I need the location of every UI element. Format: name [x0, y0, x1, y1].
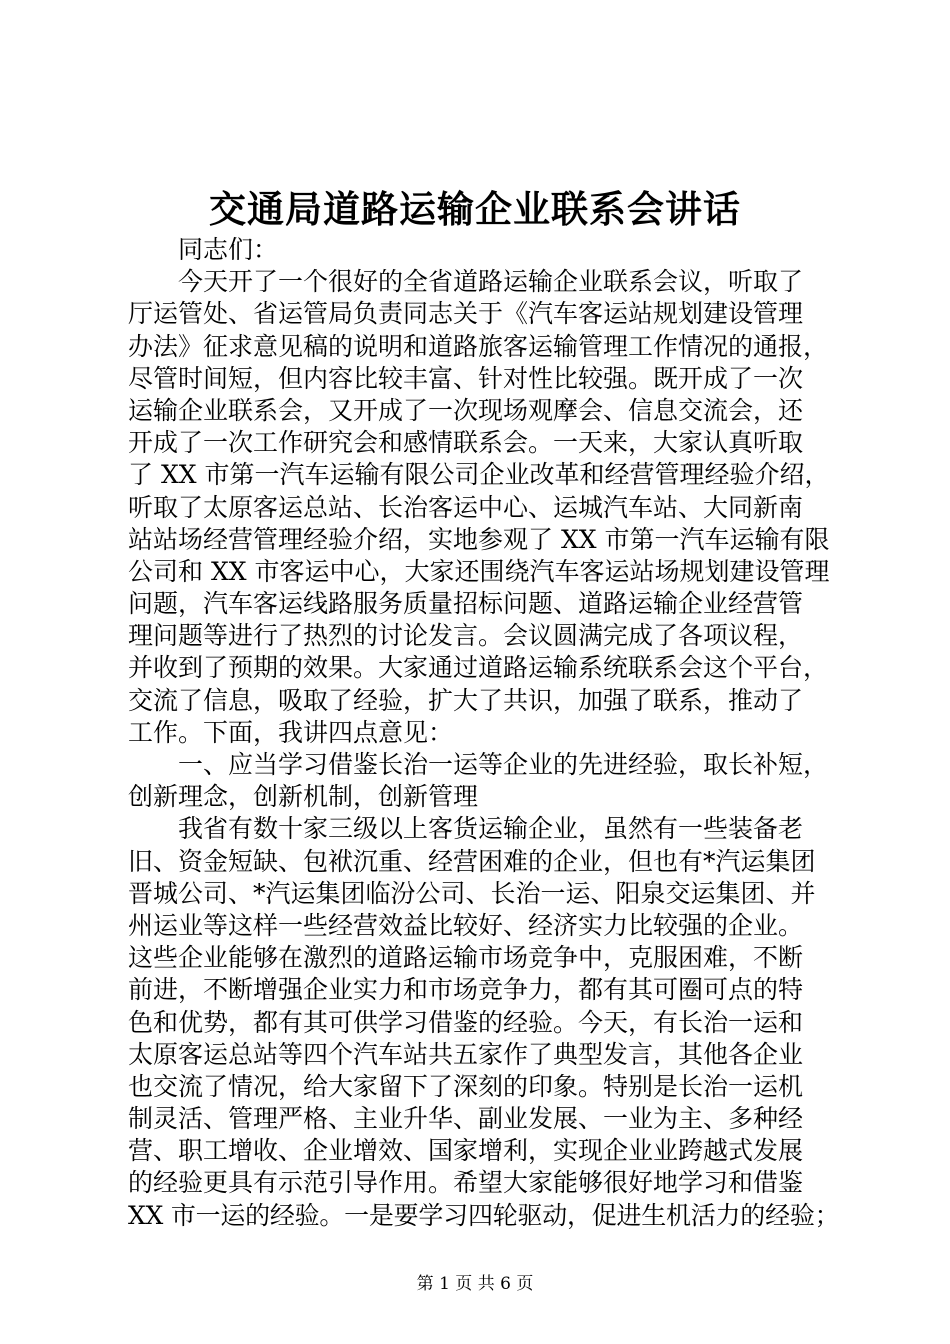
- text-line: 办法》征求意见稿的说明和道路旅客运输管理工作情况的通报，: [128, 331, 829, 361]
- text-line: 交流了信息，吸取了经验，扩大了共识，加强了联系，推动了: [128, 685, 804, 715]
- text-line: 并收到了预期的效果。大家通过道路运输系统联系会这个平台，: [128, 653, 829, 683]
- text-line: 了 XX 市第一汽车运输有限公司企业改革和经营管理经验介绍，: [128, 460, 830, 490]
- text-line: 的经验更具有示范引导作用。希望大家能够很好地学习和借鉴: [128, 1168, 804, 1198]
- text-line: 运输企业联系会，又开成了一次现场观摩会、信息交流会，还: [128, 395, 804, 425]
- text-line: 营、职工增收、企业增效、国家增利，实现企业业跨越式发展: [128, 1136, 804, 1166]
- text-line: 同志们：: [178, 235, 279, 264]
- text-line: 也交流了情况，给大家留下了深刻的印象。特别是长治一运机: [128, 1071, 804, 1101]
- text-line: 创新理念，创新机制，创新管理: [128, 782, 479, 812]
- text-line: 旧、资金短缺、包袱沉重、经营困难的企业，但也有*汽运集团: [128, 846, 816, 876]
- text-line: 前进，不断增强企业实力和市场竞争力，都有其可圈可点的特: [128, 975, 804, 1005]
- text-line: 站站场经营管理经验介绍，实地参观了 XX 市第一汽车运输有限: [128, 524, 830, 554]
- text-line: 今天开了一个很好的全省道路运输企业联系会议，听取了: [178, 267, 804, 297]
- page-number-footer: 第 1 页 共 6 页: [416, 1274, 534, 1294]
- text-line: 一、应当学习借鉴长治一运等企业的先进经验，取长补短，: [178, 750, 829, 779]
- text-line: 太原客运总站等四个汽车站共五家作了典型发言，其他各企业: [128, 1039, 804, 1069]
- document-title: 交通局道路运输企业联系会讲话: [209, 187, 741, 231]
- text-line: 尽管时间短，但内容比较丰富、针对性比较强。既开成了一次: [128, 363, 804, 393]
- text-line: 晋城公司、*汽运集团临汾公司、长治一运、阳泉交运集团、并: [128, 878, 816, 908]
- text-line: 色和优势，都有其可供学习借鉴的经验。今天，有长治一运和: [128, 1007, 804, 1037]
- text-line: 理问题等进行了热烈的讨论发言。会议圆满完成了各项议程，: [128, 621, 804, 651]
- text-line: 听取了太原客运总站、长治客运中心、运城汽车站、大同新南: [128, 492, 804, 522]
- text-line: 厅运管处、省运管局负责同志关于《汽车客运站规划建设管理: [128, 299, 804, 329]
- text-line: 开成了一次工作研究会和感情联系会。一天来，大家认真听取: [128, 428, 804, 458]
- text-line: 制灵活、管理严格、主业升华、副业发展、一业为主、多种经: [128, 1104, 804, 1134]
- text-line: 这些企业能够在激烈的道路运输市场竞争中，克服困难，不断: [128, 943, 804, 973]
- text-line: 我省有数十家三级以上客货运输企业，虽然有一些装备老: [178, 814, 804, 844]
- document-body: [128, 234, 840, 1232]
- text-line: XX 市一运的经验。一是要学习四轮驱动，促进生机活力的经验；: [128, 1200, 840, 1230]
- text-line: 问题，汽车客运线路服务质量招标问题、道路运输企业经营管: [128, 589, 804, 619]
- text-line: 州运业等这样一些经营效益比较好、经济实力比较强的企业。: [128, 910, 804, 940]
- text-line: 工作。下面，我讲四点意见：: [128, 717, 454, 747]
- text-line: 公司和 XX 市客运中心，大家还围绕汽车客运站场规划建设管理: [128, 556, 830, 586]
